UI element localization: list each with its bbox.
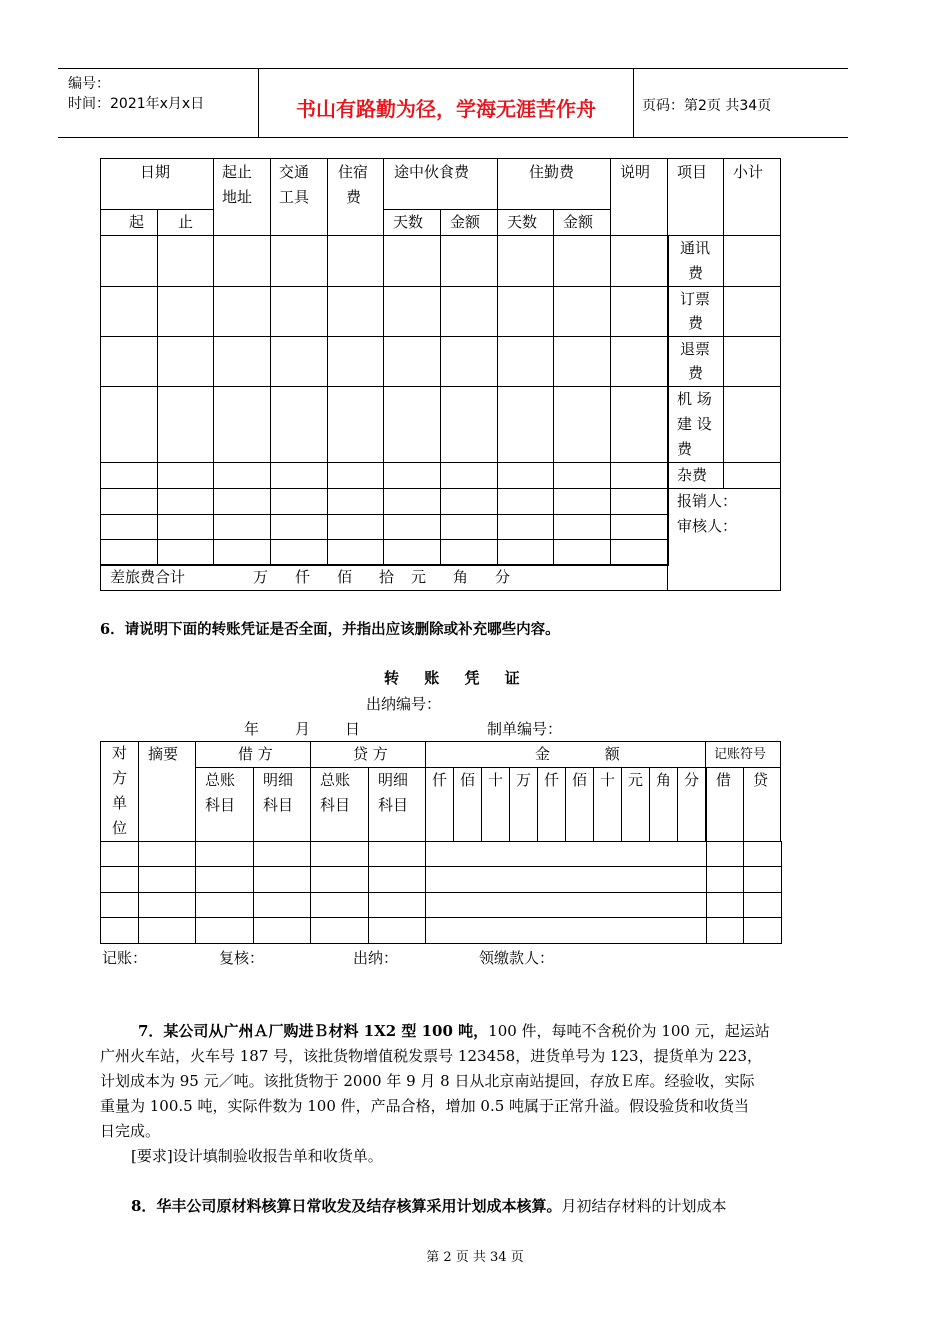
debit-detail-2: 科目 [263,796,294,814]
debit-header: 借 方 [238,745,273,763]
q7-line-1-rest: 100 件，每吨不含税价为 100 元，起运站 [488,1022,770,1040]
item-airport-1: 机 场 [677,390,712,408]
travel-body-cell [440,336,498,387]
unit-wan: 万 [253,568,269,586]
start-header: 起 [129,213,145,231]
unit-qian: 仟 [295,568,311,586]
voucher-body-cell [706,841,744,867]
subtotal-misc-cell [723,462,781,489]
q7-line-1 [138,1019,818,1044]
item-header: 项目 [677,163,708,181]
travel-body-cell [327,386,384,463]
travel-body-cell [553,336,611,387]
question-6: 6．请说明下面的转账凭证是否全面，并指出应该删除或补充哪些内容。 [100,621,560,638]
end-header: 止 [178,213,194,231]
travel-body-cell [440,539,498,566]
travel-body-cell [553,514,611,540]
reviewer-label: 审核人： [677,517,738,535]
voucher-body-cell [100,917,139,944]
q8-lead: 8．华丰公司原材料核算日常收发及结存核算采用计划成本核算。 [131,1197,562,1215]
voucher-body-cell [100,866,139,893]
page-label: 页码：第2页 共34页 [642,98,772,114]
subtotal-booking-cell [723,286,781,337]
amount-digit-label: 佰 [460,771,476,789]
footer-bookkeeper: 记账： [102,949,148,967]
travel-body-cell [440,514,498,540]
voucher-body-cell [195,917,254,944]
travel-body-cell [270,462,328,489]
credit-detail-1: 明细 [378,771,409,789]
travel-body-cell [440,235,498,287]
voucher-body-cell [310,917,369,944]
subtotal-header: 小计 [733,163,764,181]
reimburser-label: 报销人： [677,492,738,510]
travel-body-cell [440,386,498,463]
page-header [58,68,848,138]
page-footer: 第 2 页 共 34 页 [426,1250,524,1265]
travel-body-cell [553,462,611,489]
voucher-body-cell [425,892,707,918]
travel-body-cell [157,386,214,463]
travel-body-cell [100,235,158,287]
credit-general-2: 科目 [320,796,351,814]
amount-header: 金 额 [535,745,620,763]
voucher-body-cell [368,866,426,893]
travel-body-cell [100,336,158,387]
item-airport-2: 建 设 [677,415,712,433]
amount-digit-label: 元 [628,771,644,789]
travel-body-cell [213,235,271,287]
travel-body-cell [270,514,328,540]
voucher-body-cell [138,917,196,944]
q7-lead: 7．某公司从广州Ａ厂购进Ｂ材料 1X2 型 100 吨， [138,1022,489,1040]
voucher-body-cell [743,892,782,918]
voucher-body-cell [100,841,139,867]
day-label: 日 [345,720,361,738]
travel-body-cell [157,514,214,540]
mark-debit: 借 [716,771,732,789]
travel-body-cell [440,462,498,489]
subtotal-airport-cell [723,386,781,463]
debit-general-1: 总账 [205,771,236,789]
travel-body-cell [383,286,441,337]
q7-requirement: [要求]设计填制验收报告单和收货单。 [131,1147,383,1165]
travel-body-cell [327,539,384,566]
voucher-body-cell [253,917,311,944]
travel-body-cell [383,539,441,566]
travel-body-cell [157,539,214,566]
travel-body-cell [327,462,384,489]
footer-cashier: 出纳： [353,949,399,967]
note-header: 说明 [620,163,651,181]
voucher-body-cell [310,892,369,918]
travel-body-cell [553,286,611,337]
travel-body-cell [327,514,384,540]
travel-body-cell [100,386,158,463]
travel-body-cell [100,462,158,489]
lodging-header-1: 住宿 [338,163,369,181]
header-page-cell [634,69,848,137]
travel-body-cell [440,286,498,337]
voucher-body-cell [195,841,254,867]
allowance-header: 住勤费 [529,163,575,181]
amount-digit-label: 佰 [572,771,588,789]
travel-body-cell [270,488,328,515]
q8-rest: 月初结存材料的计划成本 [561,1197,727,1215]
travel-body-cell [270,386,328,463]
travel-body-cell [327,336,384,387]
mark-credit: 贷 [753,771,769,789]
travel-body-cell [383,488,441,515]
travel-body-cell [327,286,384,337]
travel-body-cell [610,539,669,566]
voucher-body-cell [253,892,311,918]
question-8 [131,1194,726,1219]
travel-body-cell [213,514,271,540]
voucher-body-cell [368,917,426,944]
item-comm-2: 费 [688,264,704,282]
voucher-body-cell [706,892,744,918]
travel-body-cell [497,386,554,463]
voucher-body-cell [100,892,139,918]
travel-body-cell [270,539,328,566]
q7-line-2: 广州火车站，火车号 187 号，该批货物增值税发票号 123458，进货单号为 123，提货单为 223， [100,1047,762,1065]
voucher-body-cell [195,866,254,893]
travel-body-cell [157,488,214,515]
travel-body-cell [553,539,611,566]
voucher-body-cell [368,841,426,867]
travel-body-cell [100,286,158,337]
q7-line-3: 计划成本为 95 元／吨。该批货物于 2000 年 9 月 8 日从北京南站提回，存放Ｅ库。经验收，实际 [100,1072,755,1090]
travel-body-cell [553,488,611,515]
month-label: 月 [295,720,311,738]
voucher-body-cell [195,892,254,918]
voucher-body-cell [706,917,744,944]
travel-body-cell [383,514,441,540]
travel-body-cell [553,386,611,463]
route-header-2: 地址 [222,188,253,206]
voucher-body-cell [743,866,782,893]
unit-bai: 佰 [337,568,353,586]
credit-header: 贷 方 [353,745,388,763]
travel-body-cell [383,462,441,489]
travel-body-cell [440,488,498,515]
travel-body-cell [610,336,669,387]
counterparty-header: 对 方 单 位 [111,744,127,837]
voucher-body-cell [138,892,196,918]
voucher-body-cell [310,841,369,867]
travel-body-cell [610,235,669,287]
footer-reviewer: 复核： [219,949,265,967]
amount2-header: 金额 [563,213,594,231]
subtotal-comm-cell [723,235,781,287]
travel-body-cell [100,514,158,540]
travel-body-cell [213,462,271,489]
travel-body-cell [270,286,328,337]
date-header: 日期 [140,163,171,181]
travel-body-cell [157,235,214,287]
credit-detail-2: 科目 [378,796,409,814]
debit-general-2: 科目 [205,796,236,814]
subtotal-refund-cell [723,336,781,387]
route-header-1: 起止 [222,163,253,181]
amount-digit-label: 仟 [432,771,448,789]
summary-header: 摘要 [148,745,179,763]
item-booking-2: 费 [688,314,704,332]
item-refund-2: 费 [688,364,704,382]
item-booking-1: 订票 [680,290,711,308]
voucher-body-cell [706,866,744,893]
voucher-body-cell [743,841,782,867]
travel-body-cell [213,336,271,387]
voucher-body-cell [253,841,311,867]
travel-body-cell [383,336,441,387]
travel-body-cell [610,462,669,489]
days2-header: 天数 [507,213,538,231]
amount-digit-label: 万 [516,771,532,789]
travel-body-cell [497,286,554,337]
travel-body-cell [610,514,669,540]
doc-number-label: 编号： [68,76,110,92]
travel-body-cell [327,235,384,287]
voucher-body-cell [425,917,707,944]
doc-no-label: 制单编号： [487,720,563,738]
voucher-body-cell [743,917,782,944]
item-comm-1: 通讯 [680,239,711,257]
unit-shi: 拾 [379,568,395,586]
header-motto-cell [259,69,634,137]
travel-body-cell [157,336,214,387]
travel-body-cell [213,539,271,566]
debit-detail-1: 明细 [263,771,294,789]
travel-body-cell [270,235,328,287]
travel-body-cell [327,488,384,515]
travel-body-cell [383,386,441,463]
voucher-body-cell [425,841,707,867]
travel-body-cell [100,488,158,515]
travel-body-cell [270,336,328,387]
travel-body-cell [213,286,271,337]
lodging-header-2: 费 [346,188,362,206]
item-airport-3: 费 [677,440,693,458]
record-mark-header: 记账符号 [714,747,767,762]
amount-digit-label: 十 [600,771,616,789]
cashier-no-label: 出纳编号： [366,695,442,713]
motto: 书山有路勤为径，学海无涯苦作舟 [296,97,596,121]
unit-yuan: 元 [411,568,427,586]
travel-body-cell [553,235,611,287]
time-label: 时间：2021年x月x日 [68,96,205,112]
travel-body-cell [610,286,669,337]
travel-body-cell [213,488,271,515]
travel-body-cell [157,462,214,489]
voucher-body-cell [253,866,311,893]
amount-digit-label: 分 [684,771,700,789]
voucher-body-cell [310,866,369,893]
travel-body-cell [497,235,554,287]
footer-payer: 领缴款人： [479,949,555,967]
amount1-header: 金额 [450,213,481,231]
item-refund-1: 退票 [680,340,711,358]
travel-body-cell [497,488,554,515]
voucher-title: 转 账 凭 证 [384,669,520,687]
unit-fen: 分 [495,568,511,586]
travel-body-cell [157,286,214,337]
transport-header-1: 交通 [279,163,310,181]
travel-body-cell [497,539,554,566]
amount-digit-label: 仟 [544,771,560,789]
travel-body-cell [213,386,271,463]
total-label: 差旅费合计 [110,568,186,586]
travel-body-cell [497,514,554,540]
travel-body-cell [497,462,554,489]
days1-header: 天数 [393,213,424,231]
travel-body-cell [497,336,554,387]
travel-body-cell [610,386,669,463]
voucher-body-cell [138,841,196,867]
unit-jiao: 角 [453,568,469,586]
voucher-body-cell [425,866,707,893]
credit-general-1: 总账 [320,771,351,789]
q7-line-5: 日完成。 [100,1122,161,1140]
amount-digit-label: 角 [656,771,672,789]
voucher-body-cell [138,866,196,893]
meal-header: 途中伙食费 [394,163,470,181]
travel-body-cell [100,539,158,566]
voucher-body-cell [368,892,426,918]
year-label: 年 [244,720,260,738]
travel-body-cell [383,235,441,287]
amount-digit-label: 十 [488,771,504,789]
item-misc: 杂费 [677,466,708,484]
header-info-cell [58,69,259,137]
travel-body-cell [610,488,669,515]
q7-line-4: 重量为 100.5 吨，实际件数为 100 件，产品合格，增加 0.5 吨属于正常升溢。假设验货和收货当 [100,1097,750,1115]
transport-header-2: 工具 [279,188,310,206]
